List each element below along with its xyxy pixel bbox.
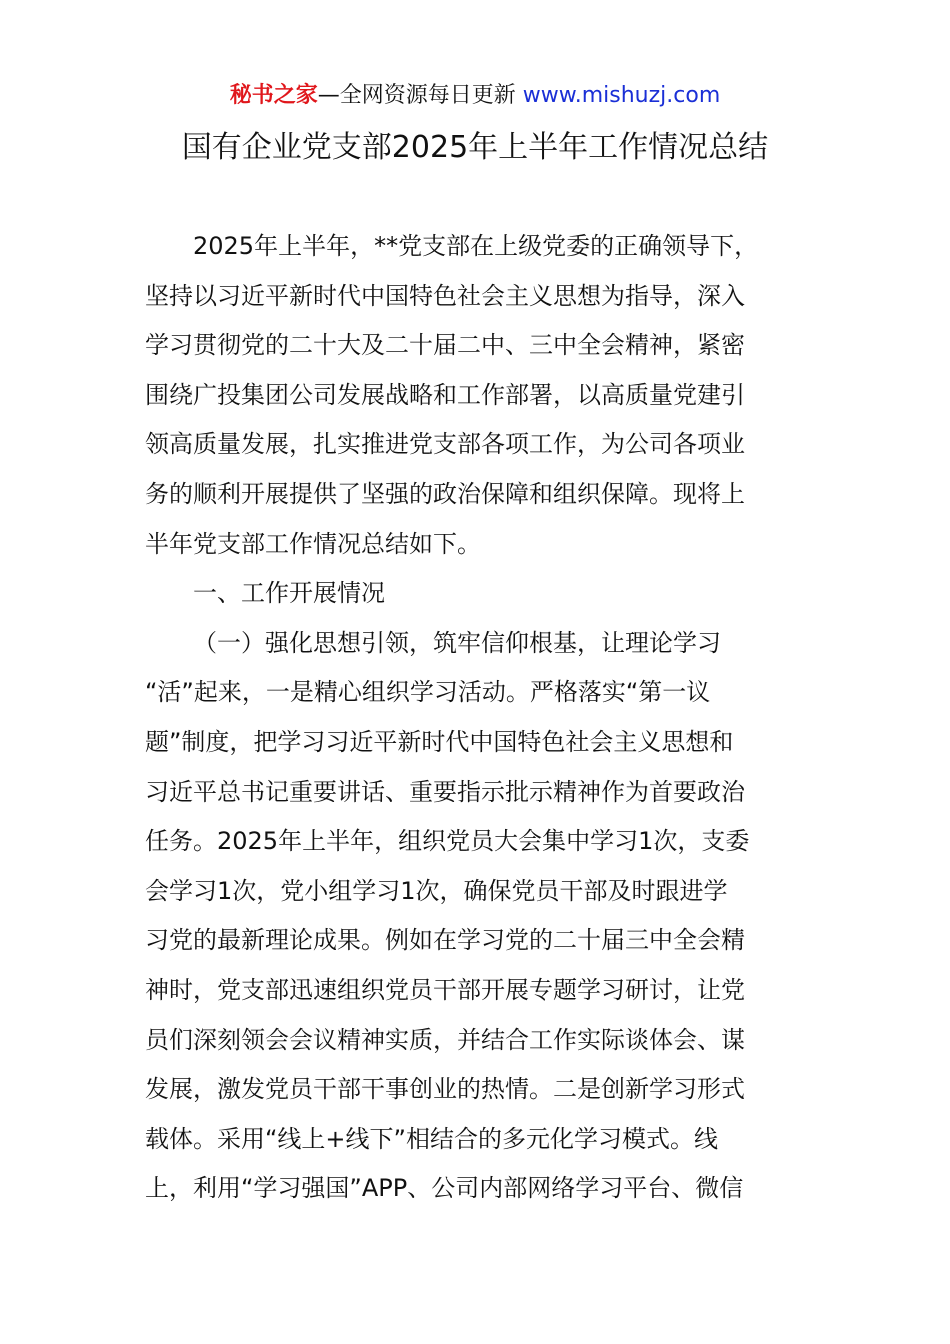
body-line: 载体。采用“线上+线下”相结合的多元化学习模式。线 xyxy=(145,1124,718,1153)
subsection-heading-line: （一）强化思想引领，筑牢信仰根基，让理论学习 xyxy=(193,628,721,657)
body-line: 学习贯彻党的二十大及二十届二中、三中全会精神，紧密 xyxy=(145,331,745,360)
body-line: 员们深刻领会会议精神实质，并结合工作实际谈体会、谋 xyxy=(145,1025,745,1054)
site-url: www.mishuzj.com xyxy=(522,83,721,108)
document-title: 国有企业党支部2025年上半年工作情况总结 xyxy=(181,130,769,165)
body-line: 题”制度，把学习习近平新时代中国特色社会主义思想和 xyxy=(145,727,734,756)
body-line: 发展，激发党员干部干事创业的热情。二是创新学习形式 xyxy=(145,1075,745,1104)
site-brand: 秘书之家 xyxy=(229,83,318,108)
body-line: 任务。2025年上半年，组织党员大会集中学习1次，支委 xyxy=(145,827,750,856)
document-body xyxy=(145,222,815,1214)
body-line: “活”起来，一是精心组织学习活动。严格落实“第一议 xyxy=(145,678,711,707)
body-line: 神时，党支部迅速组织党员干部开展专题学习研讨，让党 xyxy=(145,975,745,1004)
body-line: 习党的最新理论成果。例如在学习党的二十届三中全会精 xyxy=(145,926,745,955)
site-tagline: —全网资源每日更新 xyxy=(317,83,523,108)
body-line: 2025年上半年，**党支部在上级党委的正确领导下， xyxy=(193,232,759,260)
body-line: 领高质量发展，扎实推进党支部各项工作，为公司各项业 xyxy=(145,430,745,459)
body-line: 务的顺利开展提供了坚强的政治保障和组织保障。现将上 xyxy=(145,479,745,508)
body-line: 上，利用“学习强国”APP、公司内部网络学习平台、微信 xyxy=(145,1174,744,1203)
body-line: 半年党支部工作情况总结如下。 xyxy=(145,529,481,558)
body-line: 会学习1次，党小组学习1次，确保党员干部及时跟进学 xyxy=(145,876,728,905)
body-line: 围绕广投集团公司发展战略和工作部署，以高质量党建引 xyxy=(145,380,745,409)
body-line: 习近平总书记重要讲话、重要指示批示精神作为首要政治 xyxy=(145,777,745,806)
section-heading: 一、工作开展情况 xyxy=(193,579,385,608)
body-line: 坚持以习近平新时代中国特色社会主义思想为指导，深入 xyxy=(145,281,745,310)
site-header xyxy=(0,80,950,112)
